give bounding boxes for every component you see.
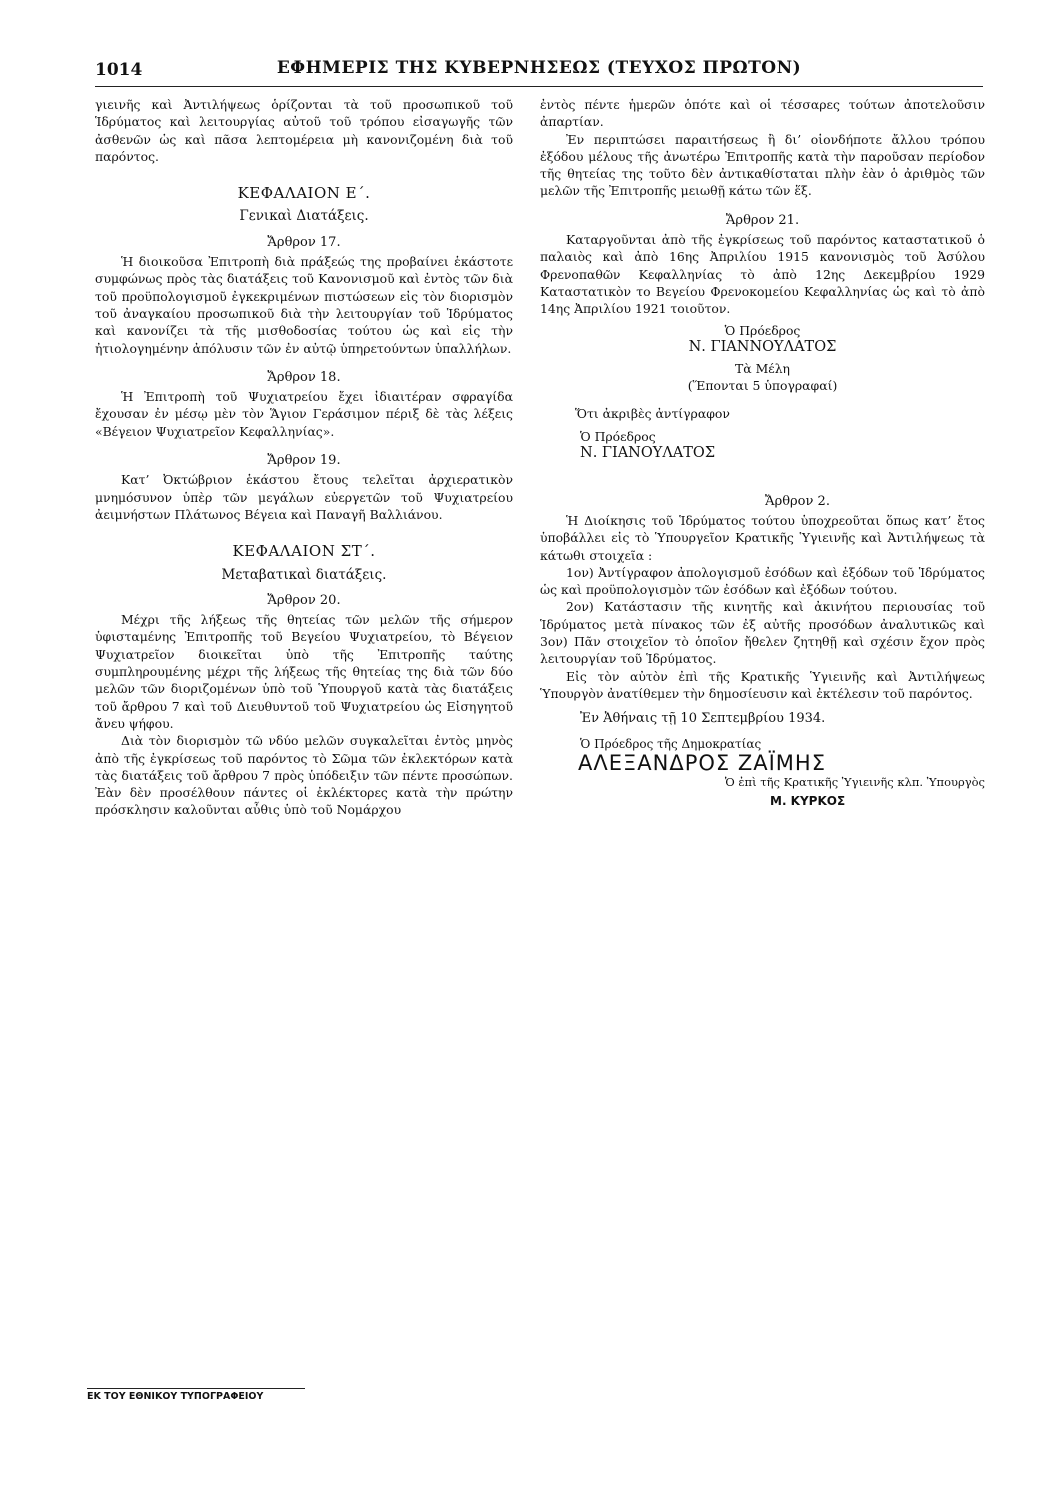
execution-paragraph: Εἰς τὸν αὐτὸν ἐπὶ τῆς Κρατικῆς Ὑγιεινῆς καὶ Ἀντιλήψεως Ὑπουργὸν ἀνατίθεμεν τὴν δημοσίευσιν καὶ ἐκτέλεσιν τοῦ παρόντος. <box>540 668 985 701</box>
article-20-title: Ἄρθρον 20. <box>267 592 341 608</box>
date-line: Ἐν Ἀθήναις τῇ 10 Σεπτεμβρίου 1934. <box>580 711 826 727</box>
continuation-paragraph: ἐντὸς πέντε ἡμερῶν ὁπότε καὶ οἱ τέσσαρες τούτων ἀποτελοῦσιν ἀπαρτίαν. <box>540 97 985 130</box>
members-note: (Ἕπονται 5 ὑπογραφαί) <box>687 378 838 394</box>
article-17-title: Ἄρθρον 17. <box>267 234 341 250</box>
page-header <box>95 58 983 88</box>
article-20-paragraph-2: Διὰ τὸν διορισμὸν τῶ νδύο μελῶν συγκαλεῖται ἐντὸς μηνὸς ἀπὸ τῆς ἐγκρίσεως τοῦ παρόντος τὸ Σῶμα τῶν ἐκλεκτόρων κατὰ τὰς διατάξεις τοῦ ἄρθρου 7 πρὸς ὑπόδειξιν τῶν πέντε προσώπων. Ἐὰν δὲν προσέλθουν πάντες οἱ ἐκλέκτορες κατὰ τὴν πρώτην πρόσκλησιν καλοῦνται αὖθις ὑπὸ τοῦ Νομάρχου <box>95 733 513 818</box>
minister-label: Ὁ ἐπὶ τῆς Κρατικῆς Ὑγιεινῆς κλπ. Ὑπουργὸς <box>724 775 985 790</box>
chapter-st-subtitle: Μεταβατικαὶ διατάξεις. <box>221 566 387 583</box>
article-2-item-1: 1ον) Ἀντίγραφον ἀπολογισμοῦ ἐσόδων καὶ ἐξόδων τοῦ Ἱδρύματος ὡς καὶ προϋπολογισμὸν τῶν ἐσόδων καὶ ἐξόδων τούτου. <box>540 564 985 598</box>
minister-name: Μ. ΚΥΡΚΟΣ <box>770 794 846 809</box>
article-19-text: Κατ’ Ὀκτώβριον ἑκάστου ἔτους τελεῖται ἀρχιερατικὸν μνημόσυνον ὑπὲρ τῶν μεγάλων εὐεργετῶν τοῦ Ψυχιατρείου ἀειμνήστων Πλάτωνος Βέγεια καὶ Παναγῆ Βαλλιάνου. <box>95 472 513 522</box>
article-18-title: Ἄρθρον 18. <box>267 369 341 385</box>
chapter-st-heading: ΚΕΦΑΛΑΙΟΝ ΣΤ΄. <box>232 542 376 561</box>
article-2-title: Ἄρθρον 2. <box>765 493 830 509</box>
article-17-text: Ἡ διοικοῦσα Ἐπιτροπὴ διὰ πράξεώς της προβαίνει ἑκάστοτε συμφώνως πρὸς τὰς διατάξεις τοῦ Κανονισμοῦ καὶ ἐντὸς τῶν διὰ τοῦ προϋπολογισμοῦ ἐγκεκριμένων πιστώσεων εἰς τὸν διορισμὸν τοῦ ἀναγκαίου προσωπικοῦ διὰ τὴν λειτουργίαν τοῦ Ἱδρύματος καὶ κανονίζει τὰ τῆς μισθοδοσίας τούτου ὡς καὶ εἰς τὴν ἠτιολογημένην ἀπόλυσιν τῶν ἐν αὐτῷ ὑπηρετούντων ὑπαλλήλων. <box>95 254 513 356</box>
resignation-paragraph: Ἐν περιπτώσει παραιτήσεως ἢ δι’ οἱονδήποτε ἄλλου τρόπου ἐξόδου μέλους τῆς ἀνωτέρω Ἐπιτροπῆς κατὰ τὴν παροῦσαν περίοδον τῆς θητείας της τοῦτο δὲν ἀντικαθίσταται πλὴν ἐὰν ὁ ἀριθμὸς τῶν μελῶν τῆς Ἐπιτροπῆς μειωθῇ κάτω τῶν ἕξ. <box>540 131 985 199</box>
chapter-e-heading: ΚΕΦΑΛΑΙΟΝ Ε΄. <box>237 184 371 203</box>
article-2-text: Ἡ Διοίκησις τοῦ Ἱδρύματος τούτου ὑποχρεοῦται ὅπως κατ’ ἔτος ὑποβάλλει εἰς τὸ Ὑπουργεῖον Κρατικῆς Ὑγιεινῆς καὶ Ἀντιλήψεως τὰ κάτωθι στοιχεῖα : <box>540 512 985 563</box>
article-21-text: Καταργοῦνται ἀπὸ τῆς ἐγκρίσεως τοῦ παρόντος καταστατικοῦ ὁ παλαιὸς καὶ ἀπὸ 16ης Ἀπριλίου 1915 κανονισμὸς τοῦ Ἀσύλου Φρενοπαθῶν Κεφαλληνίας τὸ ἀπὸ 12ης Δεκεμβρίου 1929 Καταστατικὸν το Βεγείου Φρενοκομείου Κεφαλληνίας ὡς καὶ τὸ ἀπὸ 14ης Ἀπριλίου 1921 τοιοῦτον. <box>540 232 985 317</box>
header-rule <box>95 86 983 87</box>
copy-president-name: Ν. ΓΙΑΝΟΥΛΑΤΟΣ <box>580 445 716 462</box>
article-21-title: Ἄρθρον 21. <box>725 212 800 228</box>
article-19-title: Ἄρθρον 19. <box>267 453 341 469</box>
president-name: Ν. ΓΙΑΝΝΟΥΛΑΤΟΣ <box>688 338 837 355</box>
article-18-text: Ἡ Ἐπιτροπὴ τοῦ Ψυχιατρείου ἔχει ἰδιαιτέραν σφραγίδα ἔχουσαν ἐν μέσῳ μὲν τὸν Ἅγιον Γεράσιμον πέριξ δὲ τὰς λέξεις «Βέγειον Ψυχιατρεῖον Κεφαλληνίας». <box>95 389 513 439</box>
printer-footer: ΕΚ ΤΟΥ ΕΘΝΙΚΟΥ ΤΥΠΟΓΡΑΦΕΙΟΥ <box>87 1388 305 1402</box>
article-2-item-2: 2ον) Κατάστασιν τῆς κινητῆς καὶ ἀκινήτου περιουσίας τοῦ Ἱδρύματος μετὰ πίνακος τῶν ἐξ αὐτῆς προσόδων ἀναλυτικῶς καὶ 3ον) Πᾶν στοιχεῖον τὸ ὁποῖον ἤθελεν ζητηθῇ καὶ σχέσιν ἔχον πρὸς λειτουργίαν τοῦ Ἱδρύματος. <box>540 599 985 667</box>
right-column <box>540 96 985 811</box>
head-of-state-label: Ὁ Πρόεδρος τῆς Δημοκρατίας <box>580 736 762 751</box>
copy-president-label: Ὁ Πρόεδρος <box>580 429 656 445</box>
true-copy-label: Ὅτι ἀκριβὲς ἀντίγραφον <box>575 405 730 421</box>
intro-paragraph: γιεινῆς καὶ Ἀντιλήψεως ὁρίζονται τὰ τοῦ προσωπικοῦ τοῦ Ἱδρύματος καὶ λειτουργίας αὐτοῦ τοῦ τρόπου εἰσαγωγῆς τῶν ἀσθενῶν ὡς καὶ πᾶσα λεπτομέρεια μὴ κανονιζομένη διὰ τοῦ παρόντος. <box>95 97 513 164</box>
head-of-state-name: ΑΛΕΞΑΝΔΡΟΣ ΖΑΪΜΗΣ <box>578 750 826 775</box>
members-label: Τὰ Μέλη <box>735 361 790 377</box>
running-title: ΕΦΗΜΕΡΙΣ ΤΗΣ ΚΥΒΕΡΝΗΣΕΩΣ (ΤΕΥΧΟΣ ΠΡΩΤΟΝ) <box>276 58 802 78</box>
president-label: Ὁ Πρόεδρος <box>724 322 801 338</box>
article-20-paragraph-1: Μέχρι τῆς λήξεως τῆς θητείας τῶν μελῶν τῆς σήμερον ὑφισταμένης Ἐπιτροπῆς τοῦ Βεγείου Ψυχιατρείου, τὸ Βέγειον Ψυχιατρεῖον διοικεῖται ὑπὸ τῆς Ἐπιτροπῆς ταύτης συμπληρουμένης μέχρι τῆς λήξεως τῆς θητείας της διὰ τῶν δύο μελῶν τῶν διοριζομένων ὑπὸ τοῦ Ὑπουργοῦ κατὰ τὰς διατάξεις τοῦ ἄρθρου 7 καὶ τοῦ Διευθυντοῦ τοῦ Ψυχιατρείου ὡς Εἰσηγητοῦ ἄνευ ψήφου. <box>95 612 513 731</box>
page-number: 1014 <box>95 60 143 80</box>
chapter-e-subtitle: Γενικαὶ Διατάξεις. <box>239 208 369 225</box>
left-column <box>95 96 513 819</box>
